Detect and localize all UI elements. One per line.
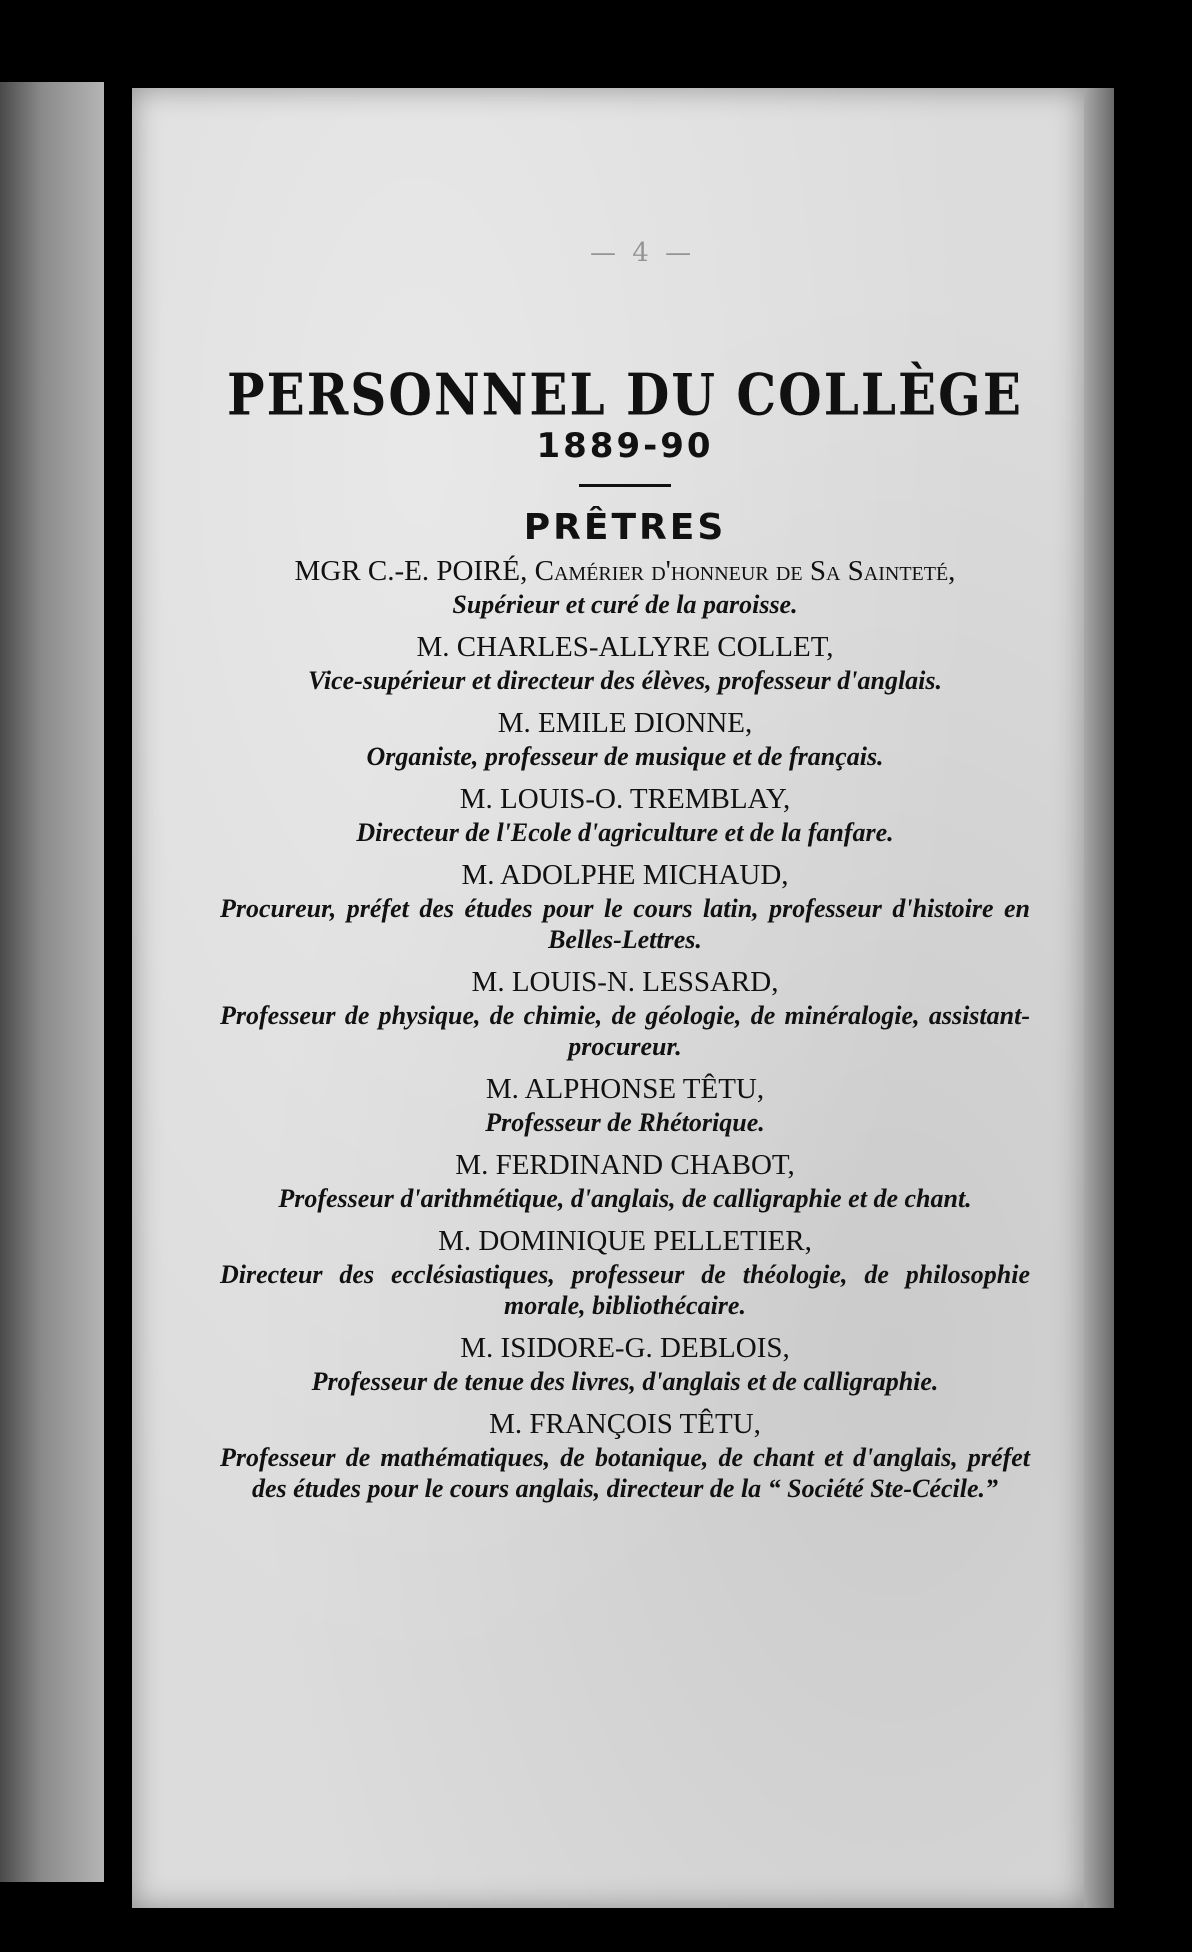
- staff-entry: [220, 1407, 1030, 1504]
- staff-entry: [220, 554, 1030, 620]
- staff-entry: [220, 858, 1030, 955]
- staff-entry: [220, 706, 1030, 772]
- staff-role: Directeur de l'Ecole d'agriculture et de la fanfare.: [356, 817, 894, 847]
- page-content: [220, 360, 1030, 1515]
- staff-role: Organiste, professeur de musique et de français.: [366, 741, 884, 771]
- title-divider: [579, 484, 671, 487]
- staff-name: M. ADOLPHE MICHAUD,: [461, 858, 789, 891]
- previous-page-edge: [0, 82, 104, 1882]
- staff-name: M. LOUIS-O. TREMBLAY,: [459, 782, 791, 815]
- staff-honorific: Camérier d'honneur de Sa Sainteté,: [534, 555, 956, 587]
- staff-role: Professeur de mathématiques, de botanique, de chant et d'anglais, préfet des études pour le cours anglais, directeur de la “ Société Ste-Cécile.”: [220, 1443, 1030, 1504]
- section-heading: PRÊTRES: [523, 507, 727, 548]
- staff-entry: [220, 630, 1030, 696]
- staff-role: Supérieur et curé de la paroisse.: [452, 589, 798, 619]
- staff-entry: [220, 1224, 1030, 1321]
- staff-name-text: MGR C.-E. POIRÉ,: [294, 555, 535, 587]
- staff-name: M. FRANÇOIS TÊTU,: [489, 1408, 761, 1441]
- page-edge-shadow: [1084, 88, 1114, 1908]
- staff-name: M. LOUIS-N. LESSARD,: [471, 966, 779, 999]
- page-number: — 4 —: [590, 238, 696, 268]
- staff-role: Professeur de physique, de chimie, de géologie, de minéralogie, assistant-procureur.: [220, 1000, 1030, 1062]
- page-title: PERSONNEL DU COLLÈGE: [227, 360, 1023, 429]
- staff-entry: [220, 782, 1030, 848]
- staff-name: M. DOMINIQUE PELLETIER,: [438, 1225, 812, 1258]
- staff-name: M. ISIDORE-G. DEBLOIS,: [460, 1332, 790, 1365]
- staff-role: Directeur des ecclésiastiques, professeur de théologie, de philosophie morale, bibliothécaire.: [220, 1260, 1030, 1321]
- staff-name: M. ALPHONSE TÊTU,: [485, 1073, 765, 1106]
- staff-role: Professeur d'arithmétique, d'anglais, de calligraphie et de chant.: [278, 1184, 972, 1214]
- staff-name: M. CHARLES-ALLYRE COLLET,: [416, 630, 834, 663]
- staff-role: Professeur de tenue des livres, d'anglais et de calligraphie.: [311, 1367, 939, 1397]
- staff-name: M. FERDINAND CHABOT,: [455, 1149, 795, 1182]
- staff-name: M. EMILE DIONNE,: [497, 706, 753, 739]
- staff-role: Professeur de Rhétorique.: [485, 1108, 765, 1138]
- staff-entry: [220, 1148, 1030, 1214]
- staff-entry: [220, 1331, 1030, 1397]
- academic-year: 1889-90: [536, 426, 714, 466]
- staff-role: Vice-supérieur et directeur des élèves, professeur d'anglais.: [307, 665, 943, 695]
- staff-entry: [220, 1072, 1030, 1138]
- staff-entry: [220, 965, 1030, 1062]
- staff-name: [220, 554, 1030, 589]
- staff-role: Procureur, préfet des études pour le cours latin, professeur d'histoire en Belles-Lettres.: [220, 893, 1030, 954]
